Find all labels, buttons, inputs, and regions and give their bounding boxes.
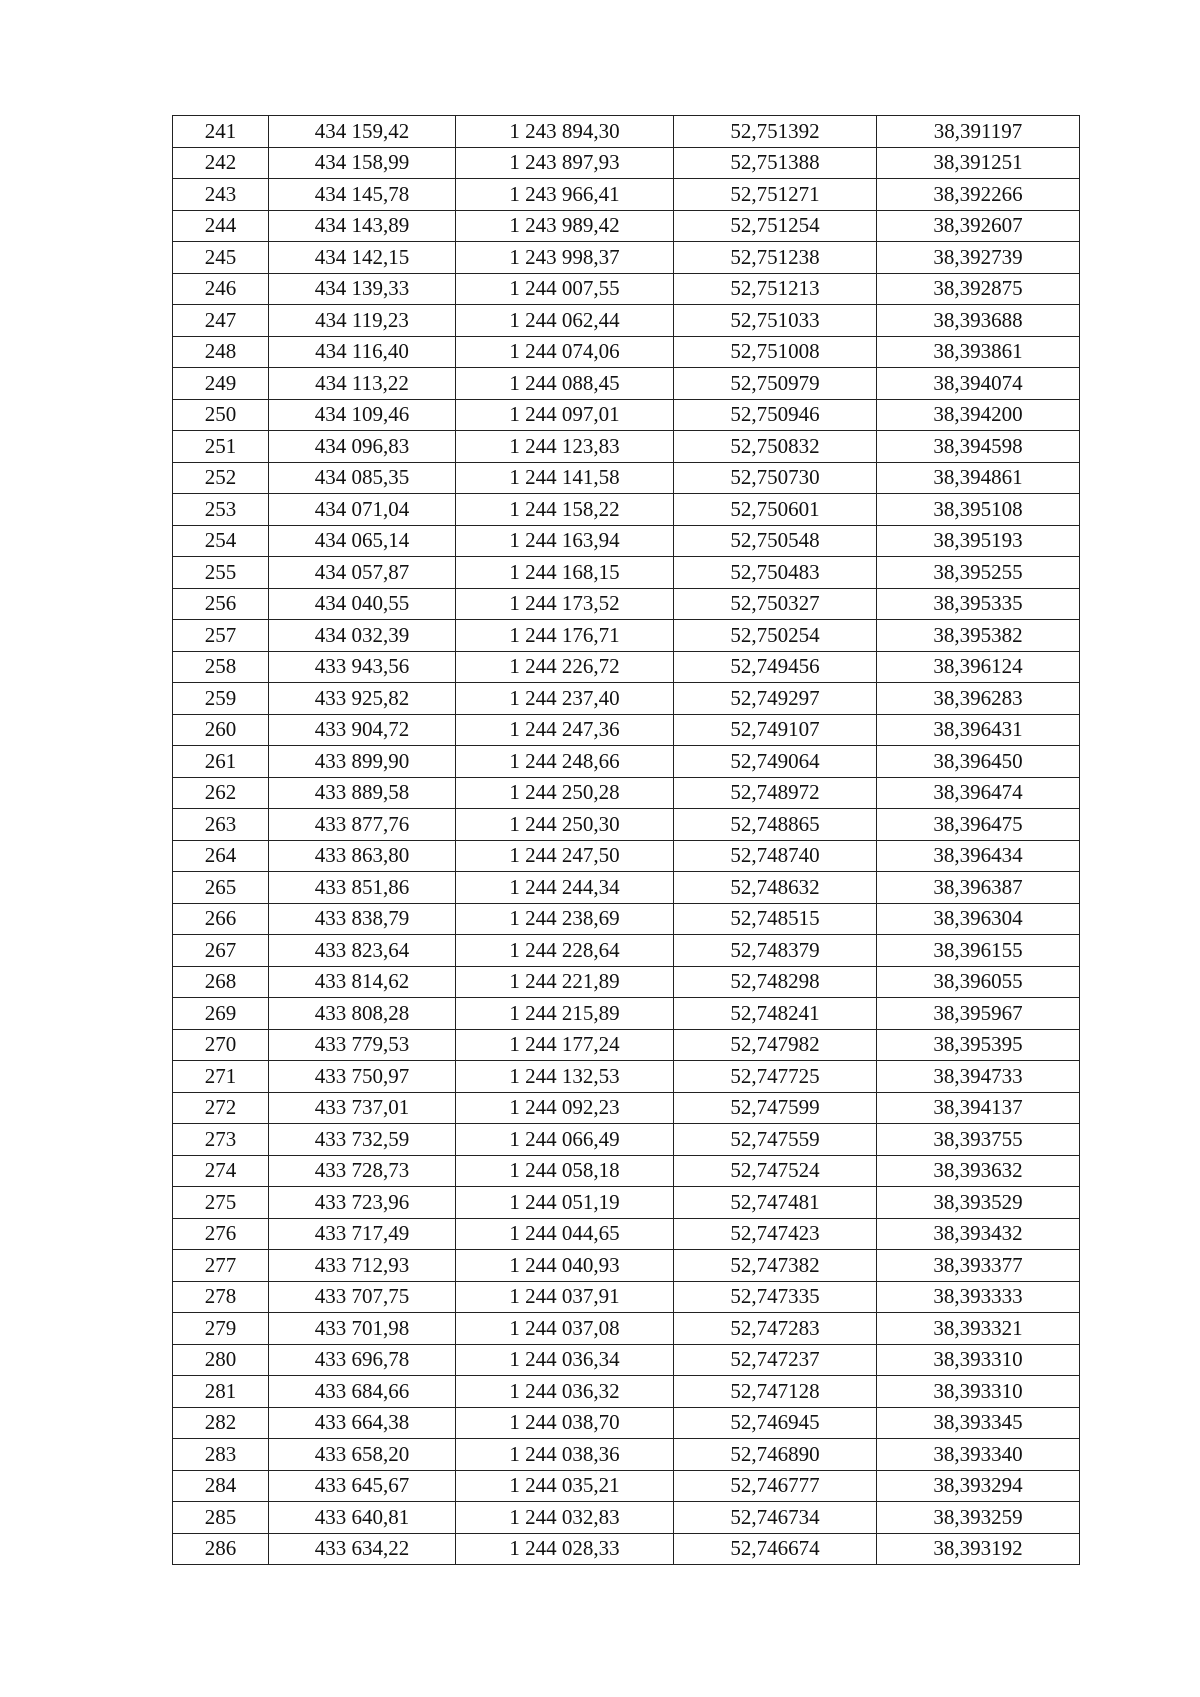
table-row (173, 242, 1080, 274)
latitude-cell: 52,750730 (674, 462, 877, 494)
longitude-cell: 38,395382 (877, 620, 1080, 652)
table-row (173, 1092, 1080, 1124)
point-number-cell: 260 (173, 714, 269, 746)
y-coordinate-cell: 1 244 037,08 (456, 1313, 674, 1345)
x-coordinate-cell: 433 712,93 (269, 1250, 456, 1282)
table-row (173, 1218, 1080, 1250)
table-row (173, 210, 1080, 242)
y-coordinate-cell: 1 244 248,66 (456, 746, 674, 778)
latitude-cell: 52,749297 (674, 683, 877, 715)
latitude-cell: 52,748972 (674, 777, 877, 809)
latitude-cell: 52,747599 (674, 1092, 877, 1124)
x-coordinate-cell: 434 040,55 (269, 588, 456, 620)
longitude-cell: 38,393345 (877, 1407, 1080, 1439)
table-row (173, 1250, 1080, 1282)
x-coordinate-cell: 434 109,46 (269, 399, 456, 431)
x-coordinate-cell: 433 943,56 (269, 651, 456, 683)
point-number-cell: 271 (173, 1061, 269, 1093)
y-coordinate-cell: 1 244 228,64 (456, 935, 674, 967)
point-number-cell: 273 (173, 1124, 269, 1156)
latitude-cell: 52,749456 (674, 651, 877, 683)
longitude-cell: 38,395395 (877, 1029, 1080, 1061)
y-coordinate-cell: 1 244 176,71 (456, 620, 674, 652)
point-number-cell: 261 (173, 746, 269, 778)
latitude-cell: 52,747237 (674, 1344, 877, 1376)
latitude-cell: 52,750946 (674, 399, 877, 431)
point-number-cell: 282 (173, 1407, 269, 1439)
longitude-cell: 38,396450 (877, 746, 1080, 778)
longitude-cell: 38,393310 (877, 1344, 1080, 1376)
table-row (173, 998, 1080, 1030)
y-coordinate-cell: 1 244 215,89 (456, 998, 674, 1030)
point-number-cell: 251 (173, 431, 269, 463)
table-row (173, 840, 1080, 872)
table-row (173, 1124, 1080, 1156)
longitude-cell: 38,393310 (877, 1376, 1080, 1408)
y-coordinate-cell: 1 244 158,22 (456, 494, 674, 526)
latitude-cell: 52,747524 (674, 1155, 877, 1187)
longitude-cell: 38,395255 (877, 557, 1080, 589)
x-coordinate-cell: 433 808,28 (269, 998, 456, 1030)
point-number-cell: 241 (173, 116, 269, 148)
longitude-cell: 38,396475 (877, 809, 1080, 841)
x-coordinate-cell: 433 863,80 (269, 840, 456, 872)
y-coordinate-cell: 1 244 132,53 (456, 1061, 674, 1093)
x-coordinate-cell: 434 159,42 (269, 116, 456, 148)
point-number-cell: 258 (173, 651, 269, 683)
point-number-cell: 277 (173, 1250, 269, 1282)
coordinates-table-body (173, 116, 1080, 1565)
y-coordinate-cell: 1 244 044,65 (456, 1218, 674, 1250)
longitude-cell: 38,393259 (877, 1502, 1080, 1534)
y-coordinate-cell: 1 244 035,21 (456, 1470, 674, 1502)
y-coordinate-cell: 1 244 007,55 (456, 273, 674, 305)
y-coordinate-cell: 1 244 250,28 (456, 777, 674, 809)
coordinates-table (172, 115, 1080, 1565)
latitude-cell: 52,748740 (674, 840, 877, 872)
point-number-cell: 257 (173, 620, 269, 652)
longitude-cell: 38,396124 (877, 651, 1080, 683)
x-coordinate-cell: 434 085,35 (269, 462, 456, 494)
x-coordinate-cell: 434 139,33 (269, 273, 456, 305)
table-row (173, 777, 1080, 809)
table-row (173, 872, 1080, 904)
y-coordinate-cell: 1 244 237,40 (456, 683, 674, 715)
latitude-cell: 52,751388 (674, 147, 877, 179)
y-coordinate-cell: 1 244 247,50 (456, 840, 674, 872)
longitude-cell: 38,393377 (877, 1250, 1080, 1282)
x-coordinate-cell: 433 658,20 (269, 1439, 456, 1471)
x-coordinate-cell: 434 113,22 (269, 368, 456, 400)
longitude-cell: 38,393688 (877, 305, 1080, 337)
latitude-cell: 52,751008 (674, 336, 877, 368)
latitude-cell: 52,750601 (674, 494, 877, 526)
longitude-cell: 38,393294 (877, 1470, 1080, 1502)
point-number-cell: 263 (173, 809, 269, 841)
longitude-cell: 38,395108 (877, 494, 1080, 526)
point-number-cell: 242 (173, 147, 269, 179)
y-coordinate-cell: 1 244 058,18 (456, 1155, 674, 1187)
y-coordinate-cell: 1 244 036,32 (456, 1376, 674, 1408)
table-row (173, 336, 1080, 368)
longitude-cell: 38,393333 (877, 1281, 1080, 1313)
point-number-cell: 259 (173, 683, 269, 715)
latitude-cell: 52,747559 (674, 1124, 877, 1156)
point-number-cell: 280 (173, 1344, 269, 1376)
longitude-cell: 38,392875 (877, 273, 1080, 305)
longitude-cell: 38,393432 (877, 1218, 1080, 1250)
point-number-cell: 253 (173, 494, 269, 526)
y-coordinate-cell: 1 244 238,69 (456, 903, 674, 935)
y-coordinate-cell: 1 244 038,36 (456, 1439, 674, 1471)
table-row (173, 116, 1080, 148)
table-row (173, 651, 1080, 683)
point-number-cell: 270 (173, 1029, 269, 1061)
point-number-cell: 278 (173, 1281, 269, 1313)
y-coordinate-cell: 1 244 163,94 (456, 525, 674, 557)
point-number-cell: 262 (173, 777, 269, 809)
table-row (173, 273, 1080, 305)
y-coordinate-cell: 1 244 040,93 (456, 1250, 674, 1282)
table-row (173, 305, 1080, 337)
longitude-cell: 38,396283 (877, 683, 1080, 715)
longitude-cell: 38,393755 (877, 1124, 1080, 1156)
table-row (173, 714, 1080, 746)
x-coordinate-cell: 433 717,49 (269, 1218, 456, 1250)
point-number-cell: 284 (173, 1470, 269, 1502)
y-coordinate-cell: 1 243 894,30 (456, 116, 674, 148)
y-coordinate-cell: 1 243 897,93 (456, 147, 674, 179)
y-coordinate-cell: 1 244 062,44 (456, 305, 674, 337)
x-coordinate-cell: 434 065,14 (269, 525, 456, 557)
point-number-cell: 244 (173, 210, 269, 242)
latitude-cell: 52,747128 (674, 1376, 877, 1408)
point-number-cell: 286 (173, 1533, 269, 1565)
x-coordinate-cell: 433 737,01 (269, 1092, 456, 1124)
y-coordinate-cell: 1 244 123,83 (456, 431, 674, 463)
point-number-cell: 249 (173, 368, 269, 400)
x-coordinate-cell: 434 116,40 (269, 336, 456, 368)
table-row (173, 1187, 1080, 1219)
latitude-cell: 52,748298 (674, 966, 877, 998)
latitude-cell: 52,751392 (674, 116, 877, 148)
latitude-cell: 52,747335 (674, 1281, 877, 1313)
longitude-cell: 38,394137 (877, 1092, 1080, 1124)
x-coordinate-cell: 433 925,82 (269, 683, 456, 715)
table-row (173, 1533, 1080, 1565)
table-row (173, 368, 1080, 400)
y-coordinate-cell: 1 244 226,72 (456, 651, 674, 683)
longitude-cell: 38,396155 (877, 935, 1080, 967)
y-coordinate-cell: 1 244 168,15 (456, 557, 674, 589)
point-number-cell: 264 (173, 840, 269, 872)
latitude-cell: 52,746734 (674, 1502, 877, 1534)
x-coordinate-cell: 433 889,58 (269, 777, 456, 809)
x-coordinate-cell: 434 142,15 (269, 242, 456, 274)
longitude-cell: 38,393340 (877, 1439, 1080, 1471)
table-row (173, 1470, 1080, 1502)
x-coordinate-cell: 433 634,22 (269, 1533, 456, 1565)
point-number-cell: 248 (173, 336, 269, 368)
longitude-cell: 38,396304 (877, 903, 1080, 935)
point-number-cell: 252 (173, 462, 269, 494)
longitude-cell: 38,392739 (877, 242, 1080, 274)
latitude-cell: 52,746674 (674, 1533, 877, 1565)
table-row (173, 620, 1080, 652)
table-row (173, 1376, 1080, 1408)
point-number-cell: 275 (173, 1187, 269, 1219)
y-coordinate-cell: 1 244 141,58 (456, 462, 674, 494)
latitude-cell: 52,749064 (674, 746, 877, 778)
longitude-cell: 38,393632 (877, 1155, 1080, 1187)
latitude-cell: 52,748515 (674, 903, 877, 935)
latitude-cell: 52,746890 (674, 1439, 877, 1471)
longitude-cell: 38,395335 (877, 588, 1080, 620)
y-coordinate-cell: 1 244 097,01 (456, 399, 674, 431)
longitude-cell: 38,394733 (877, 1061, 1080, 1093)
y-coordinate-cell: 1 243 966,41 (456, 179, 674, 211)
longitude-cell: 38,396055 (877, 966, 1080, 998)
x-coordinate-cell: 434 158,99 (269, 147, 456, 179)
x-coordinate-cell: 433 851,86 (269, 872, 456, 904)
y-coordinate-cell: 1 244 037,91 (456, 1281, 674, 1313)
table-row (173, 966, 1080, 998)
x-coordinate-cell: 434 032,39 (269, 620, 456, 652)
longitude-cell: 38,393529 (877, 1187, 1080, 1219)
longitude-cell: 38,395967 (877, 998, 1080, 1030)
y-coordinate-cell: 1 243 998,37 (456, 242, 674, 274)
table-row (173, 1344, 1080, 1376)
latitude-cell: 52,747423 (674, 1218, 877, 1250)
point-number-cell: 254 (173, 525, 269, 557)
x-coordinate-cell: 434 143,89 (269, 210, 456, 242)
latitude-cell: 52,750483 (674, 557, 877, 589)
latitude-cell: 52,750979 (674, 368, 877, 400)
table-row (173, 1029, 1080, 1061)
latitude-cell: 52,751254 (674, 210, 877, 242)
latitude-cell: 52,746945 (674, 1407, 877, 1439)
y-coordinate-cell: 1 244 074,06 (456, 336, 674, 368)
latitude-cell: 52,747481 (674, 1187, 877, 1219)
latitude-cell: 52,751238 (674, 242, 877, 274)
point-number-cell: 272 (173, 1092, 269, 1124)
point-number-cell: 267 (173, 935, 269, 967)
point-number-cell: 245 (173, 242, 269, 274)
x-coordinate-cell: 434 145,78 (269, 179, 456, 211)
longitude-cell: 38,396431 (877, 714, 1080, 746)
table-row (173, 147, 1080, 179)
point-number-cell: 283 (173, 1439, 269, 1471)
point-number-cell: 276 (173, 1218, 269, 1250)
x-coordinate-cell: 433 823,64 (269, 935, 456, 967)
y-coordinate-cell: 1 244 066,49 (456, 1124, 674, 1156)
latitude-cell: 52,750548 (674, 525, 877, 557)
table-row (173, 557, 1080, 589)
y-coordinate-cell: 1 244 247,36 (456, 714, 674, 746)
longitude-cell: 38,394074 (877, 368, 1080, 400)
y-coordinate-cell: 1 244 177,24 (456, 1029, 674, 1061)
point-number-cell: 246 (173, 273, 269, 305)
latitude-cell: 52,747283 (674, 1313, 877, 1345)
point-number-cell: 255 (173, 557, 269, 589)
table-row (173, 1407, 1080, 1439)
table-row (173, 525, 1080, 557)
y-coordinate-cell: 1 244 028,33 (456, 1533, 674, 1565)
x-coordinate-cell: 434 096,83 (269, 431, 456, 463)
y-coordinate-cell: 1 244 221,89 (456, 966, 674, 998)
table-row (173, 746, 1080, 778)
y-coordinate-cell: 1 244 244,34 (456, 872, 674, 904)
latitude-cell: 52,748379 (674, 935, 877, 967)
table-row (173, 462, 1080, 494)
x-coordinate-cell: 433 707,75 (269, 1281, 456, 1313)
latitude-cell: 52,747982 (674, 1029, 877, 1061)
latitude-cell: 52,748865 (674, 809, 877, 841)
longitude-cell: 38,393861 (877, 336, 1080, 368)
x-coordinate-cell: 433 684,66 (269, 1376, 456, 1408)
y-coordinate-cell: 1 244 173,52 (456, 588, 674, 620)
longitude-cell: 38,393321 (877, 1313, 1080, 1345)
table-row (173, 903, 1080, 935)
point-number-cell: 279 (173, 1313, 269, 1345)
point-number-cell: 269 (173, 998, 269, 1030)
x-coordinate-cell: 433 838,79 (269, 903, 456, 935)
table-row (173, 494, 1080, 526)
latitude-cell: 52,747725 (674, 1061, 877, 1093)
x-coordinate-cell: 433 640,81 (269, 1502, 456, 1534)
x-coordinate-cell: 433 732,59 (269, 1124, 456, 1156)
y-coordinate-cell: 1 244 088,45 (456, 368, 674, 400)
latitude-cell: 52,749107 (674, 714, 877, 746)
y-coordinate-cell: 1 244 250,30 (456, 809, 674, 841)
x-coordinate-cell: 433 701,98 (269, 1313, 456, 1345)
latitude-cell: 52,748241 (674, 998, 877, 1030)
x-coordinate-cell: 434 057,87 (269, 557, 456, 589)
latitude-cell: 52,747382 (674, 1250, 877, 1282)
x-coordinate-cell: 434 071,04 (269, 494, 456, 526)
table-row (173, 1155, 1080, 1187)
table-row (173, 683, 1080, 715)
point-number-cell: 285 (173, 1502, 269, 1534)
table-row (173, 1439, 1080, 1471)
point-number-cell: 274 (173, 1155, 269, 1187)
x-coordinate-cell: 433 899,90 (269, 746, 456, 778)
longitude-cell: 38,394598 (877, 431, 1080, 463)
y-coordinate-cell: 1 244 032,83 (456, 1502, 674, 1534)
point-number-cell: 243 (173, 179, 269, 211)
table-row (173, 935, 1080, 967)
latitude-cell: 52,748632 (674, 872, 877, 904)
longitude-cell: 38,395193 (877, 525, 1080, 557)
longitude-cell: 38,394200 (877, 399, 1080, 431)
point-number-cell: 266 (173, 903, 269, 935)
longitude-cell: 38,396474 (877, 777, 1080, 809)
point-number-cell: 256 (173, 588, 269, 620)
longitude-cell: 38,394861 (877, 462, 1080, 494)
y-coordinate-cell: 1 244 051,19 (456, 1187, 674, 1219)
x-coordinate-cell: 433 664,38 (269, 1407, 456, 1439)
x-coordinate-cell: 433 904,72 (269, 714, 456, 746)
table-row (173, 1502, 1080, 1534)
point-number-cell: 281 (173, 1376, 269, 1408)
x-coordinate-cell: 433 814,62 (269, 966, 456, 998)
table-row (173, 399, 1080, 431)
longitude-cell: 38,391197 (877, 116, 1080, 148)
y-coordinate-cell: 1 244 038,70 (456, 1407, 674, 1439)
table-row (173, 588, 1080, 620)
latitude-cell: 52,751213 (674, 273, 877, 305)
point-number-cell: 268 (173, 966, 269, 998)
y-coordinate-cell: 1 244 092,23 (456, 1092, 674, 1124)
longitude-cell: 38,392266 (877, 179, 1080, 211)
longitude-cell: 38,396434 (877, 840, 1080, 872)
longitude-cell: 38,396387 (877, 872, 1080, 904)
longitude-cell: 38,392607 (877, 210, 1080, 242)
latitude-cell: 52,750327 (674, 588, 877, 620)
x-coordinate-cell: 433 750,97 (269, 1061, 456, 1093)
point-number-cell: 265 (173, 872, 269, 904)
latitude-cell: 52,746777 (674, 1470, 877, 1502)
latitude-cell: 52,750254 (674, 620, 877, 652)
y-coordinate-cell: 1 243 989,42 (456, 210, 674, 242)
x-coordinate-cell: 433 779,53 (269, 1029, 456, 1061)
longitude-cell: 38,391251 (877, 147, 1080, 179)
latitude-cell: 52,751271 (674, 179, 877, 211)
table-row (173, 809, 1080, 841)
table-row (173, 1281, 1080, 1313)
point-number-cell: 250 (173, 399, 269, 431)
x-coordinate-cell: 433 696,78 (269, 1344, 456, 1376)
x-coordinate-cell: 433 645,67 (269, 1470, 456, 1502)
table-row (173, 1061, 1080, 1093)
table-row (173, 179, 1080, 211)
x-coordinate-cell: 433 728,73 (269, 1155, 456, 1187)
x-coordinate-cell: 434 119,23 (269, 305, 456, 337)
y-coordinate-cell: 1 244 036,34 (456, 1344, 674, 1376)
x-coordinate-cell: 433 723,96 (269, 1187, 456, 1219)
latitude-cell: 52,751033 (674, 305, 877, 337)
table-row (173, 431, 1080, 463)
longitude-cell: 38,393192 (877, 1533, 1080, 1565)
latitude-cell: 52,750832 (674, 431, 877, 463)
x-coordinate-cell: 433 877,76 (269, 809, 456, 841)
point-number-cell: 247 (173, 305, 269, 337)
table-row (173, 1313, 1080, 1345)
